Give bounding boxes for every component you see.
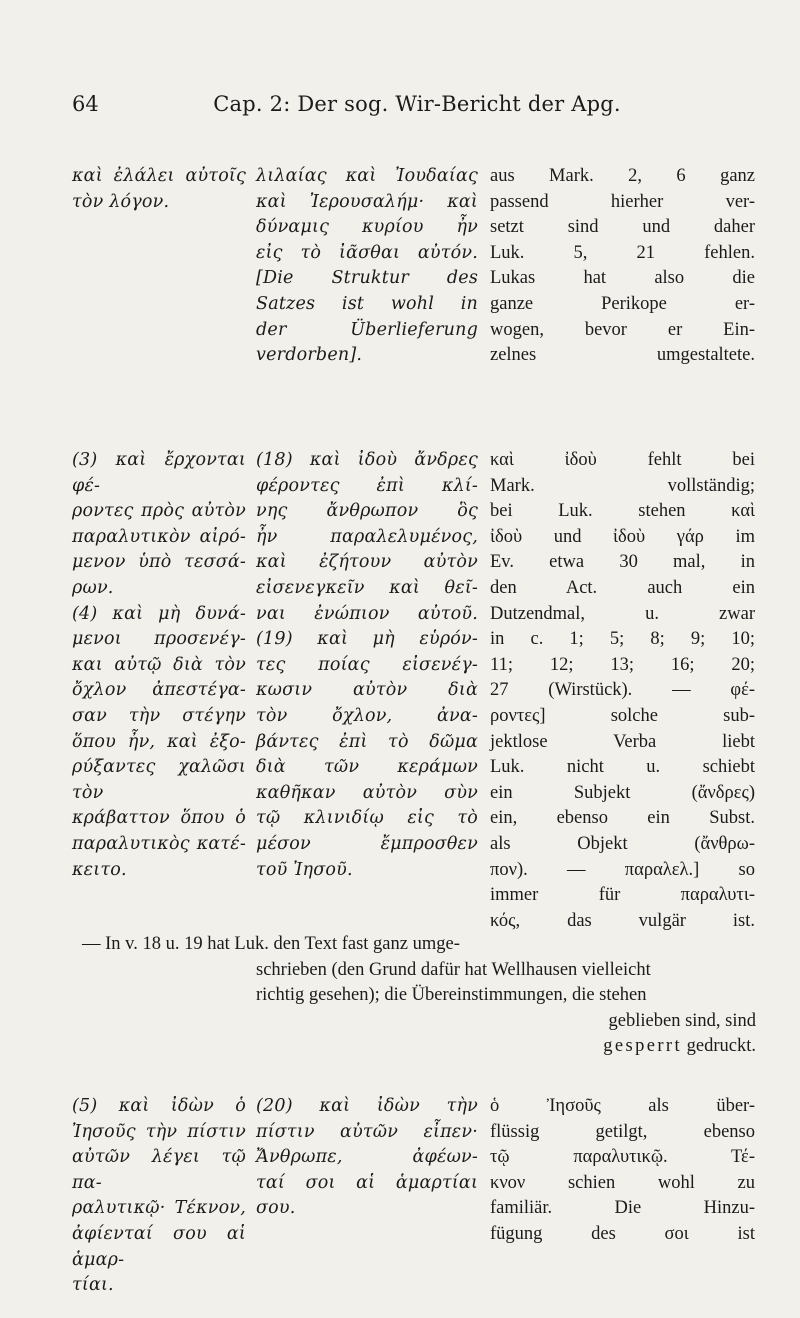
block3-commentary-column xyxy=(490,1094,755,1248)
text-line: (20) καὶ ἰδὼν τὴν xyxy=(256,1096,478,1116)
text-line: immer für παραλυτι- xyxy=(490,885,755,906)
text-line: τὸν λόγον. xyxy=(72,191,170,212)
note-line: geblieben sind, sind xyxy=(608,1010,756,1031)
text-line: setzt sind und daher xyxy=(490,217,755,238)
text-line: Ev. etwa 30 mal, in xyxy=(490,552,755,573)
block3-luke-column xyxy=(256,1094,478,1222)
text-line: τοῦ Ἰησοῦ. xyxy=(256,859,353,880)
text-line: ὄχλον ἀπεστέγα- xyxy=(72,680,246,701)
text-line: τῷ παραλυτικῷ. Τέ- xyxy=(490,1147,755,1168)
text-line: καὶ ἰδοὺ fehlt bei xyxy=(490,450,755,470)
text-line: flüssig getilgt, ebenso xyxy=(490,1121,755,1142)
text-line: καὶ Ἰερουσαλήμ· καὶ xyxy=(256,191,478,212)
text-line: παραλυτικὸν αἰρό- xyxy=(72,526,246,547)
text-line: τες ποίας εἰσενέγ- xyxy=(256,654,478,675)
text-line: passend hierher ver- xyxy=(490,191,755,212)
text-line: μενον ὑπὸ τεσσά- xyxy=(72,552,246,573)
page-number: 64 xyxy=(72,92,99,116)
text-line: κνον schien wohl zu xyxy=(490,1172,755,1193)
text-line: κειτο. xyxy=(72,859,127,880)
block2-mark-column xyxy=(72,448,246,883)
text-line: ἦν παραλελυμένος, xyxy=(256,526,478,547)
text-line: bei Luk. stehen καὶ xyxy=(490,501,755,522)
text-line: Satzes ist wohl in xyxy=(256,293,478,314)
text-line: Lukas hat also die xyxy=(490,268,755,289)
text-line: ραλυτικῷ· Τέκνον, xyxy=(72,1198,246,1219)
text-line: Ἰησοῦς τὴν πίστιν xyxy=(72,1121,246,1142)
text-line: ὁ Ἰησοῦς als über- xyxy=(490,1096,755,1116)
text-line: ροντες πρὸς αὐτὸν xyxy=(72,501,246,522)
text-line: λιλαίας καὶ Ἰουδαίας xyxy=(256,166,478,186)
text-line: διὰ τῶν κεράμων xyxy=(256,757,478,778)
block1-commentary-column xyxy=(490,164,755,369)
text-line: verdorben]. xyxy=(256,345,363,366)
text-line: τὸν ὄχλον, ἀνα- xyxy=(256,705,478,726)
text-line: καὶ ἐλάλει αὐτοῖς xyxy=(72,166,246,186)
text-line: familiär. Die Hinzu- xyxy=(490,1198,755,1219)
note-line-end: gedruckt. xyxy=(682,1036,756,1057)
note-line: — In v. 18 u. 19 hat Luk. den Text fast ganz umge- xyxy=(82,934,460,954)
text-line: (18) καὶ ἰδοὺ ἄνδρες xyxy=(256,450,478,470)
text-line: κός, das vulgär ist. xyxy=(490,910,755,931)
text-line: αὐτῶν λέγει τῷ πα- xyxy=(72,1147,246,1193)
text-line: νης ἄνθρωπον ὃς xyxy=(256,501,478,522)
text-line: 11; 12; 13; 16; 20; xyxy=(490,654,755,675)
text-line: κωσιν αὐτὸν διὰ xyxy=(256,680,478,701)
text-line: δύναμις κυρίου ἦν xyxy=(256,217,478,238)
text-line: ein, ebenso ein Subst. xyxy=(490,808,755,829)
text-line: ἀφίενταί σου αἱ ἁμαρ- xyxy=(72,1223,246,1270)
text-line: (4) καὶ μὴ δυνά- xyxy=(72,603,246,624)
text-line: (19) καὶ μὴ εὑρόν- xyxy=(256,629,478,650)
text-line: fügung des σοι ist xyxy=(490,1223,755,1244)
text-line: der Überlieferung xyxy=(256,319,478,340)
text-line: ταί σοι αἱ ἁμαρτίαι xyxy=(256,1172,478,1193)
note-line xyxy=(72,1034,762,1060)
text-line: ein Subjekt (ἄνδρες) xyxy=(490,782,755,803)
text-line: πίστιν αὐτῶν εἶπεν· xyxy=(256,1121,478,1142)
block1-mark-column xyxy=(72,164,246,215)
text-line: Ἄνθρωπε, ἀφέων- xyxy=(256,1147,478,1168)
text-line: παραλυτικὸς κατέ- xyxy=(72,833,246,854)
text-line: καὶ ἐζήτουν αὐτὸν xyxy=(256,552,478,573)
text-line: Dutzendmal, u. zwar xyxy=(490,603,755,624)
text-line: ganze Perikope er- xyxy=(490,293,755,314)
block1-luke-column xyxy=(256,164,478,369)
text-line: Mark. vollständig; xyxy=(490,475,755,496)
note-line: schrieben (den Grund dafür hat Wellhausen vielleicht xyxy=(256,959,651,980)
text-line: ναι ἐνώπιον αὐτοῦ. xyxy=(256,603,478,624)
text-line: πον). — παραλελ.] so xyxy=(490,859,755,880)
text-line: wogen, bevor er Ein- xyxy=(490,319,755,340)
text-line: φέροντες ἐπὶ κλί- xyxy=(256,475,478,496)
text-line: ἰδοὺ und ἰδοὺ γάρ im xyxy=(490,526,755,547)
block3-mark-column xyxy=(72,1094,246,1299)
text-line: τῷ κλινιδίῳ εἰς τὸ xyxy=(256,808,478,829)
text-line: σαν τὴν στέγην xyxy=(72,705,246,726)
text-line: τίαι. xyxy=(72,1275,114,1296)
text-line: ροντες] solche sub- xyxy=(490,705,755,726)
text-line: σου. xyxy=(256,1198,296,1219)
text-line: als Objekt (ἄνθρω- xyxy=(490,833,755,854)
note-line: richtig gesehen); die Übereinstimmungen, die stehen xyxy=(256,985,647,1006)
text-line: ὅπου ἦν, καὶ ἐξο- xyxy=(72,731,246,752)
block2-luke-column xyxy=(256,448,478,883)
text-line: βάντες ἐπὶ τὸ δῶμα xyxy=(256,731,478,752)
text-line: jektlose Verba liebt xyxy=(490,731,755,752)
text-line: εἰσενεγκεῖν καὶ θεῖ- xyxy=(256,577,478,598)
text-line: (5) καὶ ἰδὼν ὁ xyxy=(72,1096,246,1116)
text-line: in c. 1; 5; 8; 9; 10; xyxy=(490,629,755,650)
text-line: Luk. nicht u. schiebt xyxy=(490,757,755,778)
full-width-note xyxy=(72,932,762,1060)
text-line: zelnes umgestaltete. xyxy=(490,345,755,366)
text-line: εἰς τὸ ἰᾶσθαι αὐτόν. xyxy=(256,242,478,263)
block2-commentary-column xyxy=(490,448,755,934)
text-line: και αὐτῷ διὰ τὸν xyxy=(72,654,246,675)
running-head: Cap. 2: Der sog. Wir-Bericht der Apg. xyxy=(213,92,621,116)
text-line: μενοι προσενέγ- xyxy=(72,629,246,650)
text-line: aus Mark. 2, 6 ganz xyxy=(490,166,755,186)
text-line: Luk. 5, 21 fehlen. xyxy=(490,242,755,263)
text-line: μέσον ἔμπροσθεν xyxy=(256,833,478,854)
text-line: [Die Struktur des xyxy=(256,268,478,289)
text-line: den Act. auch ein xyxy=(490,577,755,598)
text-line: κράβαττον ὅπου ὁ xyxy=(72,808,246,829)
text-line: (3) καὶ ἔρχονται φέ- xyxy=(72,450,246,496)
text-line: ρύξαντες χαλῶσι τὸν xyxy=(72,757,246,803)
page-header xyxy=(72,92,762,128)
spaced-word: gesperrt xyxy=(603,1036,683,1057)
text-line: καθῆκαν αὐτὸν σὺν xyxy=(256,782,478,803)
text-line: 27 (Wirstück). — φέ- xyxy=(490,680,755,701)
text-line: ρων. xyxy=(72,577,114,598)
